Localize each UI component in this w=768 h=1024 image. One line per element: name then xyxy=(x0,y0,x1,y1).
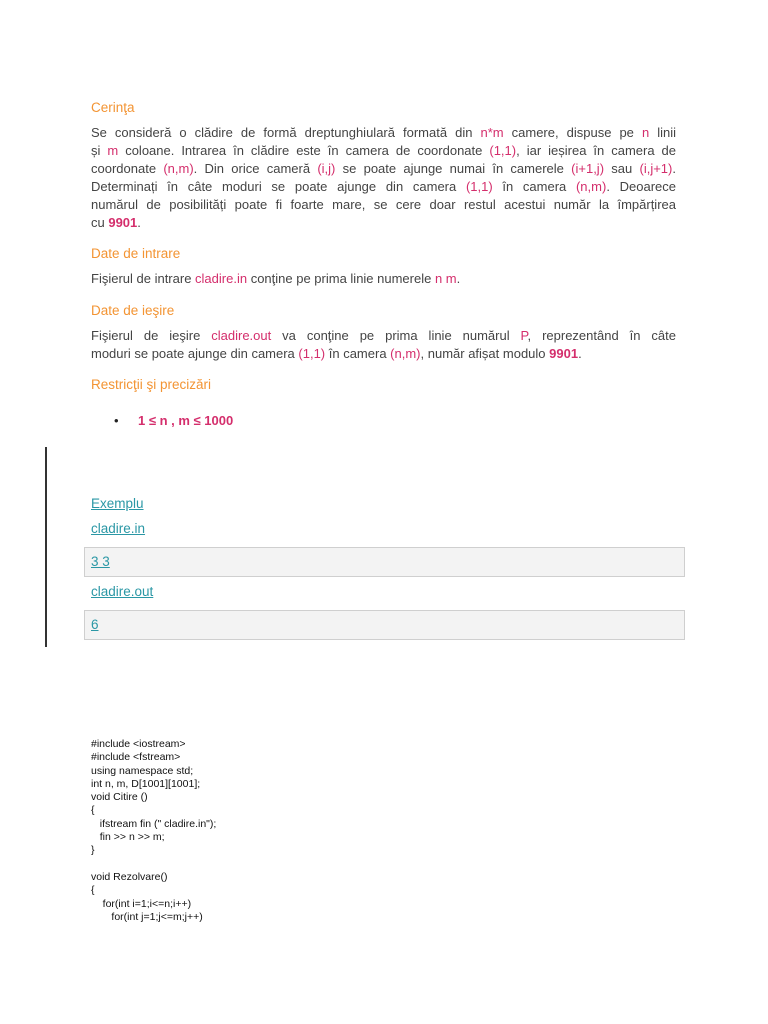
highlighted-term: (n,m) xyxy=(390,346,421,361)
code-line: for(int j=1;j<=m;j++) xyxy=(91,910,203,923)
input-paragraph xyxy=(91,270,676,288)
highlighted-term: (i,j+1) xyxy=(639,161,673,176)
highlighted-term: (n,m) xyxy=(575,179,607,194)
output-file-link[interactable]: cladire.out xyxy=(91,584,154,599)
example-title-link[interactable]: Exemplu xyxy=(91,496,144,511)
bullet-icon: • xyxy=(114,413,119,428)
highlighted-term: (i+1,j) xyxy=(571,161,605,176)
highlighted-term: 9901 xyxy=(549,346,579,361)
text-run: va conţine pe prima linie numărul xyxy=(271,328,521,343)
highlighted-term: P xyxy=(520,328,528,343)
text-run: , reprezentând în câte xyxy=(527,328,676,343)
text-run: se poate ajunge numai în camerele xyxy=(335,161,572,176)
code-line: for(int i=1;i<=n;i++) xyxy=(91,897,192,910)
highlighted-term: (1,1) xyxy=(298,346,326,361)
text-run: Se consideră o clădire de formă dreptunghiulară formată din xyxy=(91,125,481,140)
code-line: } xyxy=(91,844,95,857)
input-heading: Date de intrare xyxy=(91,246,181,261)
text-line xyxy=(91,214,676,232)
text-run: numărul de posibilități poate fi foarte mare, se cere doar restul acestui număr la împărțirea xyxy=(91,197,676,212)
output-paragraph xyxy=(91,327,676,363)
text-line xyxy=(91,124,676,142)
code-line: fin >> n >> m; xyxy=(91,831,165,844)
highlighted-term: (n,m) xyxy=(163,161,194,176)
code-line: { xyxy=(91,804,95,817)
highlighted-term: n xyxy=(641,125,650,140)
highlighted-term: (i,j) xyxy=(317,161,336,176)
text-line xyxy=(91,178,676,196)
highlighted-term: 9901 xyxy=(108,215,138,230)
code-line: ifstream fin (" cladire.in"); xyxy=(91,817,217,830)
text-run: . xyxy=(456,271,461,286)
restrictions-heading: Restricţii şi precizări xyxy=(91,377,212,392)
text-run: cu xyxy=(91,215,109,230)
text-run: linii xyxy=(649,125,676,140)
text-line xyxy=(91,345,676,363)
source-code-block xyxy=(91,738,691,924)
text-run: . Deoarece xyxy=(606,179,676,194)
text-run: , număr afișat modulo xyxy=(420,346,550,361)
text-run: sau xyxy=(604,161,640,176)
code-line: void Rezolvare() xyxy=(91,870,168,883)
text-run: . xyxy=(672,161,676,176)
highlighted-term: m xyxy=(107,143,119,158)
text-run: coloane. Intrarea în clădire este în camera de coordonate xyxy=(118,143,490,158)
output-content-link[interactable]: 6 xyxy=(91,617,99,632)
text-run: moduri se poate ajunge din camera xyxy=(91,346,299,361)
statement-paragraph xyxy=(91,124,676,232)
text-line xyxy=(91,270,676,288)
text-run: coordonate xyxy=(91,161,164,176)
restriction-item: 1 ≤ n , m ≤ 1000 xyxy=(138,413,234,428)
output-content-box xyxy=(84,610,685,640)
text-run: . xyxy=(578,346,582,361)
highlighted-term: (1,1) xyxy=(489,143,517,158)
text-run: , iar ieșirea în camera de xyxy=(516,143,676,158)
highlighted-term: cladire.in xyxy=(195,271,248,286)
code-line: int n, m, D[1001][1001]; xyxy=(91,777,201,790)
text-line xyxy=(91,142,676,160)
code-line xyxy=(91,858,691,871)
text-run: . Din orice cameră xyxy=(193,161,318,176)
text-run: în camera xyxy=(492,179,576,194)
text-run: Fişierul de ieşire xyxy=(91,328,212,343)
margin-bar xyxy=(45,447,47,647)
highlighted-term: n m xyxy=(434,271,457,286)
text-run: Determinați în câte moduri se poate ajunge din camera xyxy=(91,179,466,194)
text-run: și xyxy=(91,143,108,158)
text-run: conţine pe prima linie numerele xyxy=(247,271,435,286)
text-line xyxy=(91,160,676,178)
code-line: using namespace std; xyxy=(91,764,194,777)
input-content-box xyxy=(84,547,685,577)
text-run: Fişierul de intrare xyxy=(91,271,196,286)
text-line xyxy=(91,196,676,214)
highlighted-term: n*m xyxy=(480,125,504,140)
highlighted-term: cladire.out xyxy=(211,328,272,343)
statement-heading: Cerinţa xyxy=(91,100,135,115)
output-heading: Date de ieşire xyxy=(91,303,175,318)
text-run: . xyxy=(137,215,141,230)
code-line: #include <fstream> xyxy=(91,751,181,764)
input-file-link[interactable]: cladire.in xyxy=(91,521,146,536)
code-line: void Citire () xyxy=(91,791,148,804)
text-run: camere, dispuse pe xyxy=(503,125,642,140)
code-line: { xyxy=(91,884,95,897)
text-line xyxy=(91,327,676,345)
input-content-link[interactable]: 3 3 xyxy=(91,554,110,569)
code-line: #include <iostream> xyxy=(91,738,186,750)
text-run: în camera xyxy=(325,346,391,361)
highlighted-term: (1,1) xyxy=(465,179,493,194)
